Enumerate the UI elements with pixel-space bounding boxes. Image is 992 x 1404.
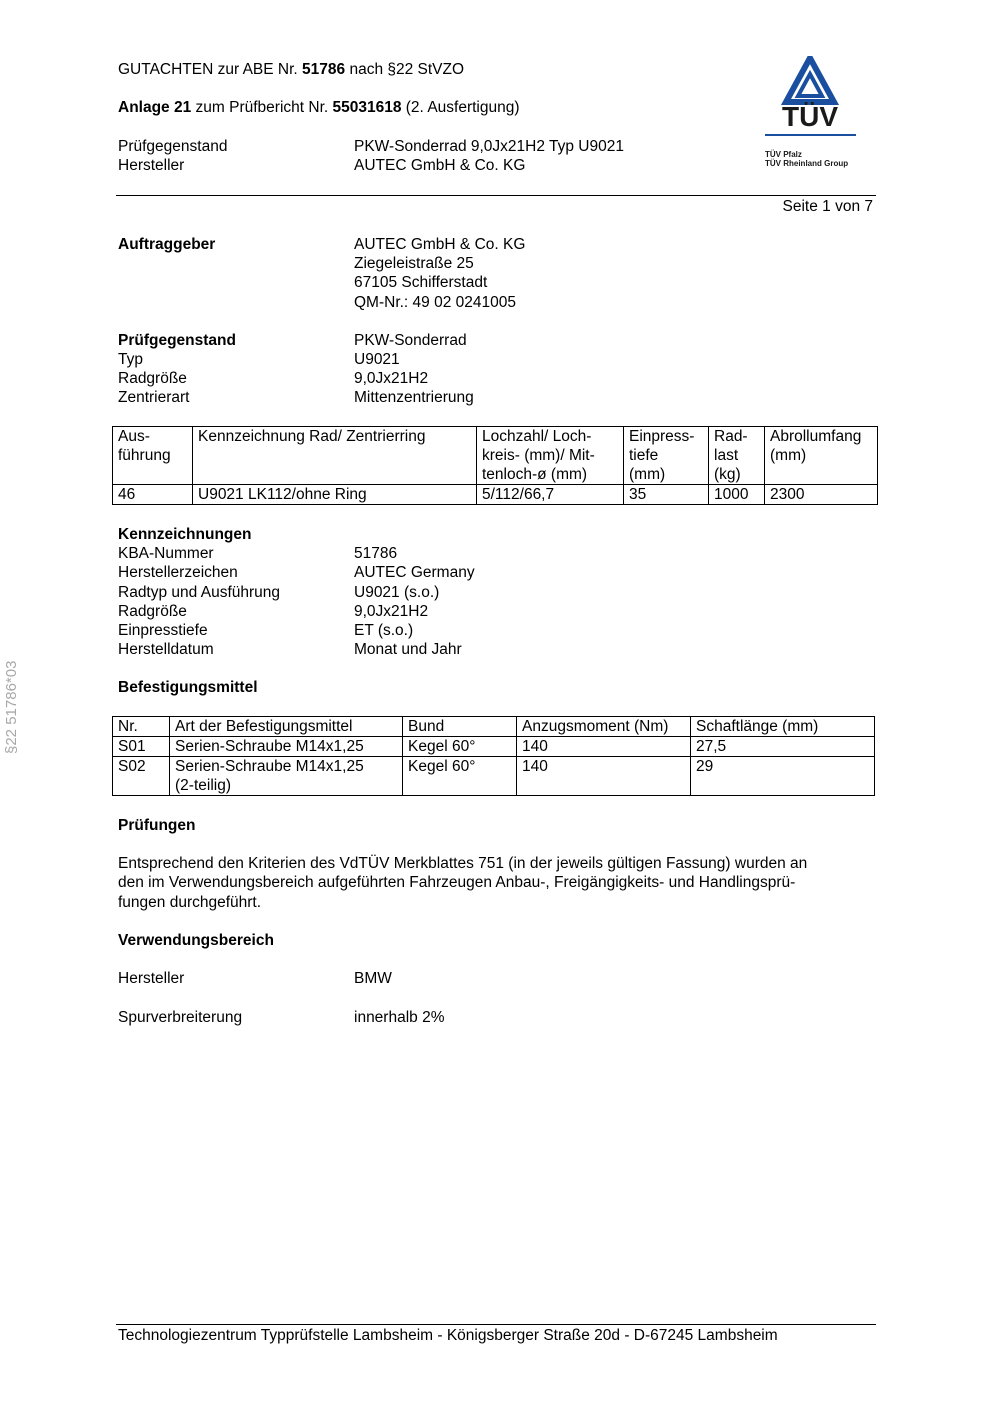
kenn-label: Radgröße (118, 603, 187, 620)
kenn-value: U9021 (s.o.) (354, 584, 440, 601)
bef-cell: 27,5 (691, 737, 875, 757)
wheel-cell: 1000 (709, 485, 765, 505)
bef-th-nr: Nr. (113, 717, 170, 737)
table-row (113, 757, 875, 796)
tuev-triangle-icon (762, 56, 862, 106)
bef-cell: Kegel 60° (403, 737, 517, 757)
wheel-th-abrollumfang: Abrollumfang (mm) (765, 427, 878, 485)
header-pruefgegenstand-label: Prüfgegenstand (118, 138, 228, 155)
auftraggeber-label: Auftraggeber (118, 236, 216, 253)
wheel-table (112, 426, 878, 505)
verw-spur-label: Spurverbreiterung (118, 1009, 243, 1026)
bef-cell: S02 (113, 757, 170, 796)
table-row (113, 737, 875, 757)
kenn-value: 9,0Jx21H2 (354, 603, 429, 620)
befestigung-table (112, 716, 875, 796)
kenn-label: Herstelldatum (118, 641, 214, 658)
bef-cell: 29 (691, 757, 875, 796)
verw-hersteller-value: BMW (354, 970, 392, 987)
tuev-brand: TÜV (782, 101, 838, 132)
tuev-logo (762, 56, 862, 174)
auftraggeber-line-4: QM-Nr.: 49 02 0241005 (354, 294, 516, 311)
wheel-cell: 35 (624, 485, 709, 505)
bef-cell: Serien-Schraube M14x1,25 (2-teilig) (170, 757, 403, 796)
header-line-2: Anlage 21 zum Prüfbericht Nr. 55031618 (2. Ausfertigung) (118, 99, 520, 116)
wheel-cell: 46 (113, 485, 193, 505)
pruefungen-text-line-2: den im Verwendungsbereich aufgeführten Fahrzeugen Anbau-, Freigängigkeits- und Handlingsprü- (118, 874, 796, 891)
auftraggeber-line-2: Ziegeleistraße 25 (354, 255, 474, 272)
wheel-cell: U9021 LK112/ohne Ring (193, 485, 477, 505)
wheel-th-lochzahl: Lochzahl/ Loch- kreis- (mm)/ Mit- tenloch-ø (mm) (477, 427, 624, 485)
verw-spur-value: innerhalb 2% (354, 1009, 445, 1026)
header-line-1: GUTACHTEN zur ABE Nr. 51786 nach §22 StVZO (118, 61, 465, 78)
wheel-th-einpresstiefe: Einpress- tiefe (mm) (624, 427, 709, 485)
typ-value: U9021 (354, 351, 400, 368)
bef-cell: Serien-Schraube M14x1,25 (170, 737, 403, 757)
verwendungsbereich-title: Verwendungsbereich (118, 932, 274, 949)
bef-cell: S01 (113, 737, 170, 757)
auftraggeber-line-1: AUTEC GmbH & Co. KG (354, 236, 526, 253)
bef-cell: 140 (517, 757, 691, 796)
side-stamp: §22 51786*03 (3, 660, 20, 754)
verw-hersteller-label: Hersteller (118, 970, 185, 987)
wheel-th-radlast: Rad- last (kg) (709, 427, 765, 485)
bef-th-schaftlaenge: Schaftlänge (mm) (691, 717, 875, 737)
radgroesse-label: Radgröße (118, 370, 187, 387)
bef-th-art: Art der Befestigungsmittel (170, 717, 403, 737)
wheel-th-ausfuehrung: Aus- führung (113, 427, 193, 485)
kenn-value: AUTEC Germany (354, 564, 475, 581)
kenn-value: Monat und Jahr (354, 641, 462, 658)
wheel-cell: 2300 (765, 485, 878, 505)
auftraggeber-line-3: 67105 Schifferstadt (354, 274, 488, 291)
header-pruefgegenstand-value: PKW-Sonderrad 9,0Jx21H2 Typ U9021 (354, 138, 624, 155)
bef-cell: 140 (517, 737, 691, 757)
kenn-label: Herstellerzeichen (118, 564, 238, 581)
kenn-label: Einpresstiefe (118, 622, 208, 639)
pruefgegenstand-value: PKW-Sonderrad (354, 332, 467, 349)
kenn-value: ET (s.o.) (354, 622, 414, 639)
table-row (113, 485, 878, 505)
kenn-label: Radtyp und Ausführung (118, 584, 281, 601)
pruefungen-text-line-1: Entsprechend den Kriterien des VdTÜV Merkblattes 751 (in der jeweils gültigen Fassung) wurden an (118, 855, 808, 872)
pruefgegenstand-label: Prüfgegenstand (118, 332, 236, 349)
footer-rule (116, 1324, 876, 1325)
bef-th-bund: Bund (403, 717, 517, 737)
wheel-th-kennzeichnung: Kennzeichnung Rad/ Zentrierring (193, 427, 477, 485)
zentrierart-value: Mittenzentrierung (354, 389, 474, 406)
radgroesse-value: 9,0Jx21H2 (354, 370, 429, 387)
header-rule (116, 195, 876, 196)
kenn-label: KBA-Nummer (118, 545, 214, 562)
wheel-cell: 5/112/66,7 (477, 485, 624, 505)
befestigung-table-header (113, 717, 875, 737)
pruefungen-title: Prüfungen (118, 817, 196, 834)
kennzeichnungen-title: Kennzeichnungen (118, 526, 252, 543)
typ-label: Typ (118, 351, 143, 368)
header-hersteller-value: AUTEC GmbH & Co. KG (354, 157, 526, 174)
kenn-value: 51786 (354, 545, 398, 562)
tuev-line-1: TÜV Pfalz (765, 150, 802, 159)
pruefungen-text-line-3: fungen durchgeführt. (118, 894, 262, 911)
tuev-line-2: TÜV Rheinland Group (765, 159, 849, 168)
page-number: Seite 1 von 7 (782, 198, 873, 215)
bef-cell: Kegel 60° (403, 757, 517, 796)
footer-text: Technologiezentrum Typprüfstelle Lambsheim - Königsberger Straße 20d - D-67245 Lambsheim (118, 1327, 778, 1344)
logo-rule (765, 134, 856, 136)
wheel-table-header (113, 427, 878, 485)
header-hersteller-label: Hersteller (118, 157, 185, 174)
bef-th-anzugsmoment: Anzugsmoment (Nm) (517, 717, 691, 737)
befestigung-title: Befestigungsmittel (118, 679, 258, 696)
zentrierart-label: Zentrierart (118, 389, 190, 406)
